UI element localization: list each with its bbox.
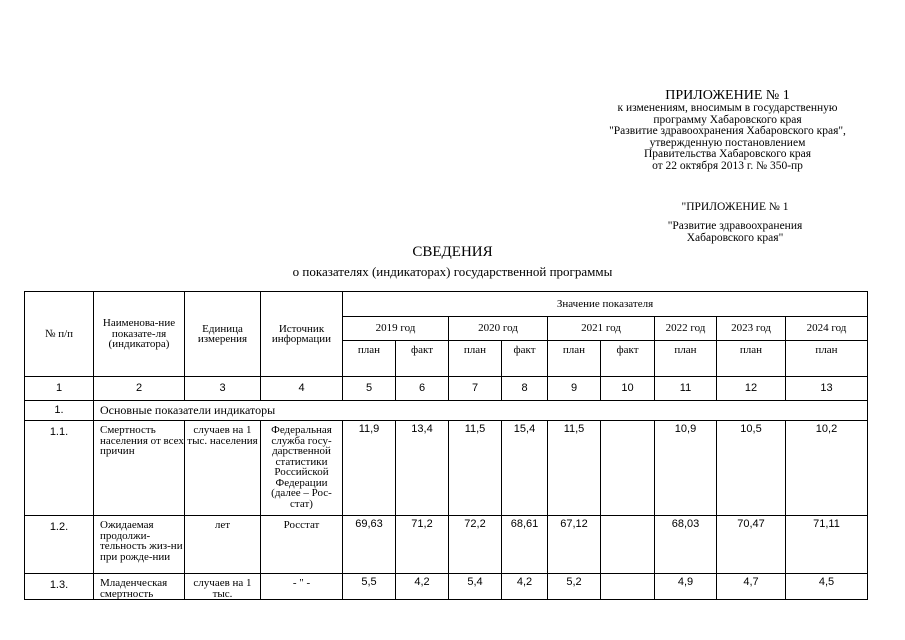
row-value: 13,4	[396, 421, 449, 516]
column-number: 3	[185, 377, 261, 401]
column-number: 9	[548, 377, 601, 401]
row-value	[601, 516, 655, 574]
column-number: 1	[25, 377, 94, 401]
row-value: 4,9	[655, 574, 717, 600]
row-value: 69,63	[343, 516, 396, 574]
annex-line: от 22 октября 2013 г. № 350-пр	[652, 159, 803, 172]
column-number: 11	[655, 377, 717, 401]
row-name: Младенческая смертность	[94, 574, 185, 600]
column-number: 8	[502, 377, 548, 401]
annex-line: "Развитие здравоохранения Хабаровского края",	[609, 125, 846, 137]
column-number: 10	[601, 377, 655, 401]
row-number: 1.3.	[25, 574, 94, 600]
row-value: 5,2	[548, 574, 601, 600]
header-year: 2024 год	[786, 317, 868, 341]
column-number: 6	[396, 377, 449, 401]
header-plan: план	[449, 341, 502, 377]
header-fact: факт	[502, 341, 548, 377]
row-value: 10,5	[717, 421, 786, 516]
row-value	[601, 574, 655, 600]
row-value: 4,5	[786, 574, 868, 600]
section-number: 1.	[25, 401, 94, 421]
header-plan: план	[717, 341, 786, 377]
annex-line: утвержденную постановлением	[649, 136, 806, 149]
column-number: 7	[449, 377, 502, 401]
indicators-table	[24, 291, 868, 600]
annex-line: программу Хабаровского края	[653, 113, 802, 126]
row-value: 4,7	[717, 574, 786, 600]
row-value: 15,4	[502, 421, 548, 516]
row-number: 1.1.	[25, 421, 94, 516]
row-name: Ожидаемая продолжи-тельность жиз-ни при рожде-нии	[94, 516, 185, 574]
row-source: - " -	[261, 574, 343, 600]
row-source: Росстат	[261, 516, 343, 574]
header-fact: факт	[396, 341, 449, 377]
table-row	[25, 574, 868, 600]
row-value: 70,47	[717, 516, 786, 574]
annex-block	[600, 88, 855, 172]
header-plan: план	[343, 341, 396, 377]
row-value: 72,2	[449, 516, 502, 574]
table-row	[25, 516, 868, 574]
row-value: 10,2	[786, 421, 868, 516]
header-plan: план	[548, 341, 601, 377]
row-value: 68,61	[502, 516, 548, 574]
header-year: 2021 год	[548, 317, 655, 341]
column-number: 5	[343, 377, 396, 401]
row-value: 11,5	[548, 421, 601, 516]
row-unit: случаев на 1 тыс. населения	[185, 421, 261, 516]
header-year: 2023 год	[717, 317, 786, 341]
annex-line: к изменениям, вносимым в государственную	[617, 102, 838, 114]
row-value: 11,9	[343, 421, 396, 516]
document-subtitle: о показателях (индикаторах) государственной программы	[292, 264, 613, 279]
row-value: 68,03	[655, 516, 717, 574]
section-title: Основные показатели индикаторы	[94, 401, 868, 421]
row-number: 1.2.	[25, 516, 94, 574]
section-row	[25, 401, 868, 421]
row-value: 5,5	[343, 574, 396, 600]
row-value	[601, 421, 655, 516]
row-value: 10,9	[655, 421, 717, 516]
header-name: Наименова-ние показате-ля (индикатора)	[94, 292, 185, 377]
row-source: Федеральная служба госу-дарственной статистики Российской Федерации (далее – Рос-стат)	[261, 421, 343, 516]
header-source: Источник информации	[261, 292, 343, 377]
annex-line: Правительства Хабаровского края	[643, 148, 812, 160]
row-value: 4,2	[502, 574, 548, 600]
row-value: 71,2	[396, 516, 449, 574]
annex-title: ПРИЛОЖЕНИЕ № 1	[665, 88, 790, 103]
header-no: № п/п	[25, 292, 94, 377]
row-value: 5,4	[449, 574, 502, 600]
row-value: 67,12	[548, 516, 601, 574]
column-number: 13	[786, 377, 868, 401]
document-title: СВЕДЕНИЯ	[412, 244, 493, 260]
column-number: 4	[261, 377, 343, 401]
row-unit: случаев на 1 тыс.	[185, 574, 261, 600]
header-row	[25, 292, 868, 317]
row-unit: лет	[185, 516, 261, 574]
header-fact: факт	[601, 341, 655, 377]
row-value: 71,11	[786, 516, 868, 574]
header-plan: план	[655, 341, 717, 377]
row-value: 11,5	[449, 421, 502, 516]
header-year: 2022 год	[655, 317, 717, 341]
header-unit: Единица измерения	[185, 292, 261, 377]
header-value: Значение показателя	[343, 292, 868, 317]
row-name: Смертность населения от всех причин	[94, 421, 185, 516]
header-year: 2020 год	[449, 317, 548, 341]
annex2-line: Хабаровского края"	[686, 232, 784, 244]
header-plan: план	[786, 341, 868, 377]
annex2-line: "Развитие здравоохранения	[667, 220, 803, 232]
column-numbers-row	[25, 377, 868, 401]
annex2-block	[620, 201, 850, 244]
column-number: 2	[94, 377, 185, 401]
row-value: 4,2	[396, 574, 449, 600]
column-number: 12	[717, 377, 786, 401]
annex2-title: "ПРИЛОЖЕНИЕ № 1	[681, 201, 789, 213]
header-year: 2019 год	[343, 317, 449, 341]
table-row	[25, 421, 868, 516]
